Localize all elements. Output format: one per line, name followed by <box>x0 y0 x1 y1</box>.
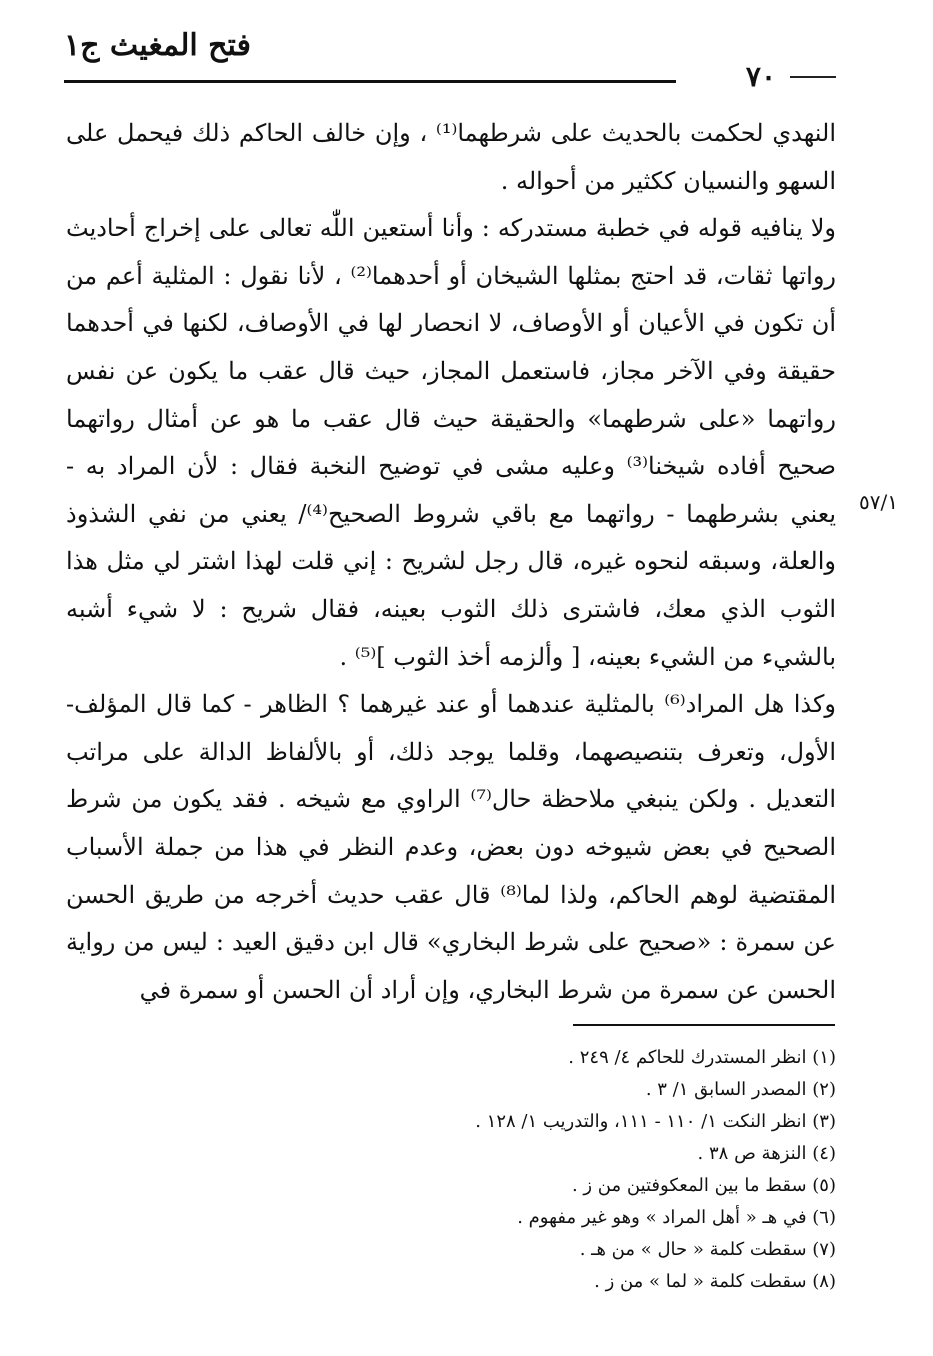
footnote: (٢) المصدر السابق ١/ ٣ . <box>645 1079 836 1100</box>
paragraph: النهدي لحكمت بالحديث على شرطهما⁽¹⁾ ، وإن خالف الحاكم ذلك فيحمل على السهو والنسيان ككثير من أحواله . <box>66 119 836 195</box>
footnote: (٤) النزهة ص ٣٨ . <box>697 1143 836 1164</box>
paragraph: ولا ينافيه قوله في خطبة مستدركه : وأنا أستعين اللّٰه تعالى على إخراج أحاديث رواتها ثقات، قد احتج بمثلها الشيخان أو أحدهما⁽²⁾ ، لأنا نقول : المثلية أعم من أن تكون في الأعيان أو الأوصاف، لا انحصار لها في الأوصاف، لكنها في أحدهما حقيقة وفي الآخر مجاز، فاستعمل المجاز، حيث قال عقب ما يكون عن نفس رواتهما «على شرطهما» والحقيقة حيث قال عقب ما هو عن أمثال رواتهما صحيح أفاده شيخنا⁽³⁾ وعليه مشى في توضيح النخبة فقال : لأن المراد به - يعني بشرطهما - رواتهما مع باقي شروط الصحيح⁽⁴⁾/ يعني من نفي الشذوذ والعلة، وسبقه لنحوه غيره، قال رجل لشريح : إني قلت لهذا اشتر لي مثل هذا الثوب الذي معك، فاشترى ذلك الثوب بعينه، فقال شريح : لا شيء أشبه بالشيء من الشيء بعينه، [ وألزمه أخذ الثوب ]⁽⁵⁾ . <box>66 214 837 671</box>
running-title: فتح المغيث ج١ <box>64 28 251 63</box>
footnotes <box>66 1042 836 1298</box>
footnote: (٦) في هـ « أهل المراد » وهو غير مفهوم . <box>517 1207 836 1228</box>
footnote-separator <box>573 1024 835 1026</box>
page-number: ٧٠ <box>745 60 776 93</box>
main-text <box>66 110 836 1014</box>
page-header <box>64 28 836 93</box>
footnote: (٥) سقط ما بين المعكوفتين من ز . <box>571 1175 836 1196</box>
footnote: (٧) سقطت كلمة « حال » من هـ . <box>579 1239 836 1260</box>
header-rule <box>64 80 676 83</box>
paragraph: وكذا هل المراد⁽⁶⁾ بالمثلية عندهما أو عند غيرهما ؟ الظاهر - كما قال المؤلف- الأول، وتعرف بتنصيصهما، وقلما يوجد ذلك، أو بالألفاظ الدالة على مراتب التعديل . ولكن ينبغي ملاحظة حال⁽⁷⁾ الراوي مع شيخه . فقد يكون من شرط الصحيح في بعض شيوخه دون بعض، وعدم النظر في هذا من جملة الأسباب المقتضية لوهم الحاكم، ولذا لما⁽⁸⁾ قال عقب حديث أخرجه من طريق الحسن عن سمرة : «صحيح على شرط البخاري» قال ابن دقيق العيد : ليس من رواية الحسن عن سمرة من شرط البخاري، وإن أراد أن الحسن أو سمرة في <box>66 690 837 1004</box>
header-dash <box>790 76 836 78</box>
manuscript-folio-marker: ٥٧/١ <box>859 490 898 514</box>
footnote: (٣) انظر النكت ١/ ١١٠ - ١١١، والتدريب ١/ ١٢٨ . <box>475 1111 836 1132</box>
footnote: (١) انظر المستدرك للحاكم ٤/ ٢٤٩ . <box>568 1047 836 1068</box>
footnote: (٨) سقطت كلمة « لما » من ز . <box>594 1271 836 1292</box>
